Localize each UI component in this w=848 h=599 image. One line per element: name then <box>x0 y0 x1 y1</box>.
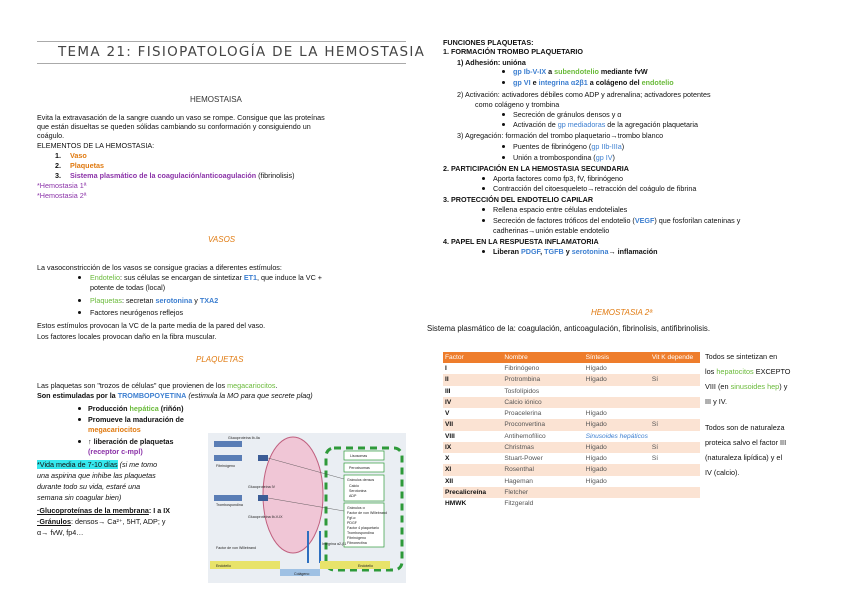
vasos-endotelio-cont: potente de todas (local) <box>90 283 166 292</box>
table-row <box>443 431 700 442</box>
vasos-heading: VASOS <box>208 235 236 244</box>
cell-sintesis <box>584 397 650 408</box>
plaquetas-l1: Las plaquetas son "trozos de células" que provienen de los megacariocitos. <box>37 381 278 390</box>
label-endotelio-right: Endotelio <box>358 564 373 568</box>
cell-vitk <box>650 487 700 498</box>
label-fibrinogeno-2: Fibrinógeno <box>347 536 366 540</box>
title-rule-bottom <box>37 63 406 64</box>
cell-sintesis: Hígado <box>585 477 607 485</box>
table-row <box>443 464 700 475</box>
tpo-maduracion: Promueve la maduración de <box>88 415 184 424</box>
glucoproteinas: ·Glucoproteínas de la membrana: I a IX <box>37 506 171 515</box>
element-num-2: 2. <box>55 161 61 170</box>
funciones-s1: 1. FORMACIÓN TROMBO PLAQUETARIO <box>443 47 584 56</box>
activacion-secrecion: Secreción de gránulos densos y α <box>513 110 622 119</box>
cell-nombre: Fletcher <box>502 487 583 498</box>
cell-sintesis: Sinusoides hepáticos <box>585 432 648 440</box>
cell-factor: II <box>443 374 502 385</box>
vasos-out-1: Estos estímulos provocan la VC de la parte media de la pared del vaso. <box>37 321 266 330</box>
vasos-out-2: Los factores locales provocan daño en la fibra muscular. <box>37 332 217 341</box>
table-row <box>443 363 700 374</box>
cell-nombre: Antihemofílico <box>504 432 546 440</box>
note-hemostasia-2: *Hemostasia 2ª <box>37 191 87 200</box>
vida-media-2: una aspirina que inhibe las plaquetas <box>37 471 156 480</box>
cell-nombre: Hageman <box>504 477 533 485</box>
cell-factor: VIII <box>445 432 455 440</box>
col-sintesis: Síntesis <box>584 352 650 363</box>
funciones-s4: 4. PAPEL EN LA RESPUESTA INFLAMATORIA <box>443 237 599 246</box>
bullet-dot <box>482 177 485 180</box>
label-gp-iib-iiia: Glucoproteína Ib-IIa <box>228 436 260 440</box>
bullet-dot <box>78 418 81 421</box>
bullet-dot <box>482 219 485 222</box>
plaquetas-l2: Son estimuladas por la TROMBOPOYETINA (estimula la MO para que secrete plaq) <box>37 391 313 400</box>
hemostasia2-intro: Sistema plasmático de la: coagulación, anticoagulación, fibrinolisis, antifibrinolisis. <box>427 324 710 333</box>
plaquetas-heading: PLAQUETAS <box>196 355 244 364</box>
table-row <box>443 386 700 397</box>
vasos-plaquetas: Plaquetas: secretan serotonina y TXA2 <box>90 296 219 305</box>
bullet-dot <box>78 407 81 410</box>
funciones-adhesion: 1) Adhesión: unióna <box>457 58 526 67</box>
cell-nombre: Proconvertina <box>502 419 583 430</box>
vida-media: *Vida media de 7-10 días (si me tomo <box>37 460 158 469</box>
bullet-dot <box>502 113 505 116</box>
element-plaquetas: Plaquetas <box>70 161 104 170</box>
element-sistema-text: Sistema plasmático de la coagulación/anticoagulación <box>70 171 257 180</box>
cell-vitk: Sí <box>650 374 700 385</box>
label-endotelio-left: Endotelio <box>216 564 231 568</box>
label-calcio: Calcio <box>349 484 359 488</box>
cell-vitk <box>650 464 700 475</box>
cell-factor: VII <box>443 419 502 430</box>
cell-nombre: Stuart-Power <box>504 455 543 463</box>
cell-factor: IX <box>443 442 502 453</box>
funciones-agregacion: 3) Agregación: formación del trombo plaquetario→trombo blanco <box>457 131 664 140</box>
title-rule-top <box>37 41 406 42</box>
bullet-dot <box>502 156 505 159</box>
bullet-dot <box>502 81 505 84</box>
funciones-s2: 2. PARTICIPACIÓN EN LA HEMOSTASIA SECUNDARIA <box>443 164 629 173</box>
cell-factor: III <box>445 387 451 395</box>
granulos-2: α→ fvW, fp4… <box>37 528 84 537</box>
label-factor4: Factor 4 plaquetario <box>347 526 379 530</box>
element-num-1: 1. <box>55 151 61 160</box>
table-row <box>443 374 700 385</box>
agregacion-trombospondina: Unión a trombospondina (gp IV) <box>513 153 615 162</box>
cell-sintesis: Hígado <box>584 374 650 385</box>
tpo-liberacion: ↑ liberación de plaquetas <box>88 437 174 446</box>
label-adp: ADP <box>349 494 357 498</box>
cell-vitk <box>650 397 700 408</box>
table-row <box>443 453 700 464</box>
label-trombospondina-2: Trombospondina <box>347 531 374 535</box>
label-pdgf: PDGF <box>347 521 357 525</box>
funciones-s3: 3. PROTECCIÓN DEL ENDOTELIO CAPILAR <box>443 195 594 204</box>
cell-nombre: Rosenthal <box>502 464 583 475</box>
element-vaso: Vaso <box>70 151 87 160</box>
cell-nombre: Proacelerina <box>504 410 542 418</box>
bullet-dot <box>502 70 505 73</box>
cell-vitk: Sí <box>650 442 700 453</box>
element-sistema <box>70 171 294 181</box>
bullet-dot <box>482 208 485 211</box>
cell-factor: V <box>445 410 450 418</box>
granulos: ·Gránulos: densos→ Ca²⁺, 5HT, ADP; y <box>37 517 166 526</box>
s2-factores: Aporta factores como fp3, fV, fibrinógeno <box>493 174 623 183</box>
adhesion-gpib: gp Ib-V-IX a subendotelio mediante fvW <box>513 67 648 76</box>
vasos-intro: La vasoconstricción de los vasos se consigue gracias a diferentes estímulos: <box>37 263 282 272</box>
bullet-dot <box>78 276 81 279</box>
cell-nombre: Fitzgerald <box>504 500 534 508</box>
cell-nombre: Fibrinógeno <box>504 365 540 373</box>
cell-vitk <box>650 498 700 509</box>
side-note-1: Todos se sintetizan en los hepatocitos EXCEPTO VIII (en sinusoides hep) y III y IV. <box>705 352 791 406</box>
cell-sintesis: Hígado <box>584 419 650 430</box>
cell-sintesis <box>584 386 650 397</box>
cell-factor: Precalicreína <box>443 487 502 498</box>
gp-iib-iiia-bar <box>214 441 242 447</box>
cell-vitk <box>650 476 700 487</box>
cell-nombre: Christmas <box>502 442 583 453</box>
cell-vitk <box>650 386 700 397</box>
vida-media-3: durante todo su vida, estaré una <box>37 482 141 491</box>
bullet-dot <box>78 299 81 302</box>
bullet-dot <box>78 311 81 314</box>
col-vitk: Vit K depende <box>650 352 700 363</box>
vida-media-4: semana sin coagular bien) <box>37 493 122 502</box>
cell-vitk <box>650 408 700 419</box>
cell-sintesis <box>584 487 650 498</box>
cell-vitk: Sí <box>651 455 659 463</box>
label-granulos-densos: Gránulos densos <box>347 478 375 482</box>
vasos-endotelio: Endotelio: sus células se encargan de sintetizar ET1, que induce la VC + <box>90 273 322 282</box>
table-row <box>443 476 700 487</box>
label-fgf: Fgf-α <box>347 516 356 520</box>
tpo-receptor: (receptor c-mpl) <box>88 447 143 456</box>
label-granulos-alfa: Gránulos α <box>347 506 365 510</box>
cell-sintesis <box>584 498 650 509</box>
cell-factor: XII <box>445 477 454 485</box>
cell-factor: HMWK <box>445 500 467 508</box>
table-row <box>443 408 700 419</box>
hemostasia-heading: HEMOSTAISA <box>190 95 242 104</box>
bullet-dot <box>78 440 81 443</box>
cell-vitk <box>650 431 700 442</box>
label-colageno: Colágeno <box>294 572 310 576</box>
cell-sintesis: Hígado <box>585 410 607 418</box>
cell-nombre: Tosfolípidos <box>504 387 540 395</box>
element-sistema-extra: (fibrinolisis) <box>258 171 295 180</box>
cell-vitk <box>650 363 700 374</box>
col-nombre: Nombre <box>502 352 583 363</box>
bullet-dot <box>502 145 505 148</box>
elements-label: ELEMENTOS DE LA HEMOSTASIA: <box>37 141 155 150</box>
cell-factor: IV <box>443 397 502 408</box>
note-hemostasia-1: *Hemostasia 1ª <box>37 181 87 190</box>
s3-rellena: Rellena espacio entre células endoteliales <box>493 205 628 214</box>
s2-contraccion: Contracción del citoesqueleto→retracción del coágulo de fibrina <box>493 184 697 193</box>
s3-cadherinas: cadherinas→unión estable endotelio <box>493 226 610 235</box>
element-num-3: 3. <box>55 171 61 180</box>
hemostasia-intro-1: Evita la extravasación de la sangre cuando un vaso se rompe. Consigue que las proteínas <box>37 113 325 122</box>
platelet-diagram <box>208 433 406 583</box>
cell-factor: X <box>445 455 450 463</box>
s3-secrecion: Secreción de factores tróficos del endotelio (VEGF) que fosforilan cateninas y <box>493 216 741 225</box>
cell-sintesis: Hígado <box>585 455 607 463</box>
fibrinogen-bar <box>214 455 242 461</box>
page-title: TEMA 21: FISIOPATOLOGÍA DE LA HEMOSTASIA <box>58 44 426 60</box>
label-von-willebrand: Factor de von Willebrand <box>216 546 256 550</box>
cell-sintesis: Hígado <box>584 464 650 475</box>
table-row <box>443 397 700 408</box>
receptor-1 <box>258 455 268 461</box>
side-note-2: Todos son de naturaleza proteica salvo el factor III (naturaleza lipídica) y el IV (calcio). <box>705 423 787 477</box>
bullet-dot <box>502 123 505 126</box>
table-row <box>443 487 700 498</box>
label-peroxisomas: Peroxisomas <box>349 466 370 470</box>
vasos-neurogenos: Factores neurógenos reflejos <box>90 308 184 317</box>
label-gp-ib-v-ix: Glucoproteína Ib-V-IX <box>248 515 283 519</box>
cell-nombre: Calcio iónico <box>502 397 583 408</box>
label-fibrinogeno: Fibrinógeno <box>216 464 235 468</box>
table-row <box>443 498 700 509</box>
platelet-body <box>263 437 323 553</box>
label-lisosomas: Lisosomas <box>350 454 368 458</box>
endothelium-right <box>320 561 390 569</box>
agregacion-fibrinogeno: Puentes de fibrinógeno (gp IIb-IIIa) <box>513 142 625 151</box>
hemostasia-intro-3: coágulo. <box>37 131 65 140</box>
cell-factor: XI <box>443 464 502 475</box>
label-integrina: Integrina α2-β1 <box>322 542 347 546</box>
bullet-dot <box>482 187 485 190</box>
hemostasia2-heading: HEMOSTASIA 2ª <box>591 308 653 317</box>
cell-factor: I <box>445 365 447 373</box>
cell-sintesis: Hígado <box>585 365 607 373</box>
label-fvw: Factor de von Willebrand <box>347 511 387 515</box>
funciones-activacion: 2) Activación: activadores débiles como ADP y adrenalina; activadores potentes <box>457 90 711 99</box>
adhesion-gpvi: gp VI e integrina α2β1 a colágeno del endotelio <box>513 78 674 87</box>
tpo-megacariocitos: megacariocitos <box>88 425 141 434</box>
tpo-produccion: Producción hepática (riñón) <box>88 404 184 413</box>
activacion-gp: Activación de gp mediadoras de la agregación plaquetaria <box>513 120 699 129</box>
receptor-2 <box>258 495 268 501</box>
funciones-heading: FUNCIONES PLAQUETAS: <box>443 38 534 47</box>
label-trombospondina: Trombospondina <box>216 503 243 507</box>
label-serotonina: Serotonina <box>349 489 367 493</box>
factors-table <box>443 352 700 509</box>
thrombospondin-bar <box>214 495 242 501</box>
table-header-row <box>443 352 700 363</box>
label-fibronectina: Fibronectina <box>347 541 367 545</box>
label-gp-iv: Glucoproteína IV <box>248 485 275 489</box>
table-row <box>443 442 700 453</box>
cell-nombre: Protrombina <box>502 374 583 385</box>
cell-sintesis: Hígado <box>584 442 650 453</box>
funciones-activacion-2: como colágeno y trombina <box>475 100 560 109</box>
cell-vitk: Sí <box>650 419 700 430</box>
col-factor: Factor <box>443 352 502 363</box>
table-row <box>443 419 700 430</box>
hemostasia-intro-2: que están disueltas se queden sólidas cambiando su conformación y consiguiendo un <box>37 122 311 131</box>
bullet-dot <box>482 250 485 253</box>
s4-liberan: Liberan PDGF, TGFB y serotonina→ inflamación <box>493 247 658 256</box>
